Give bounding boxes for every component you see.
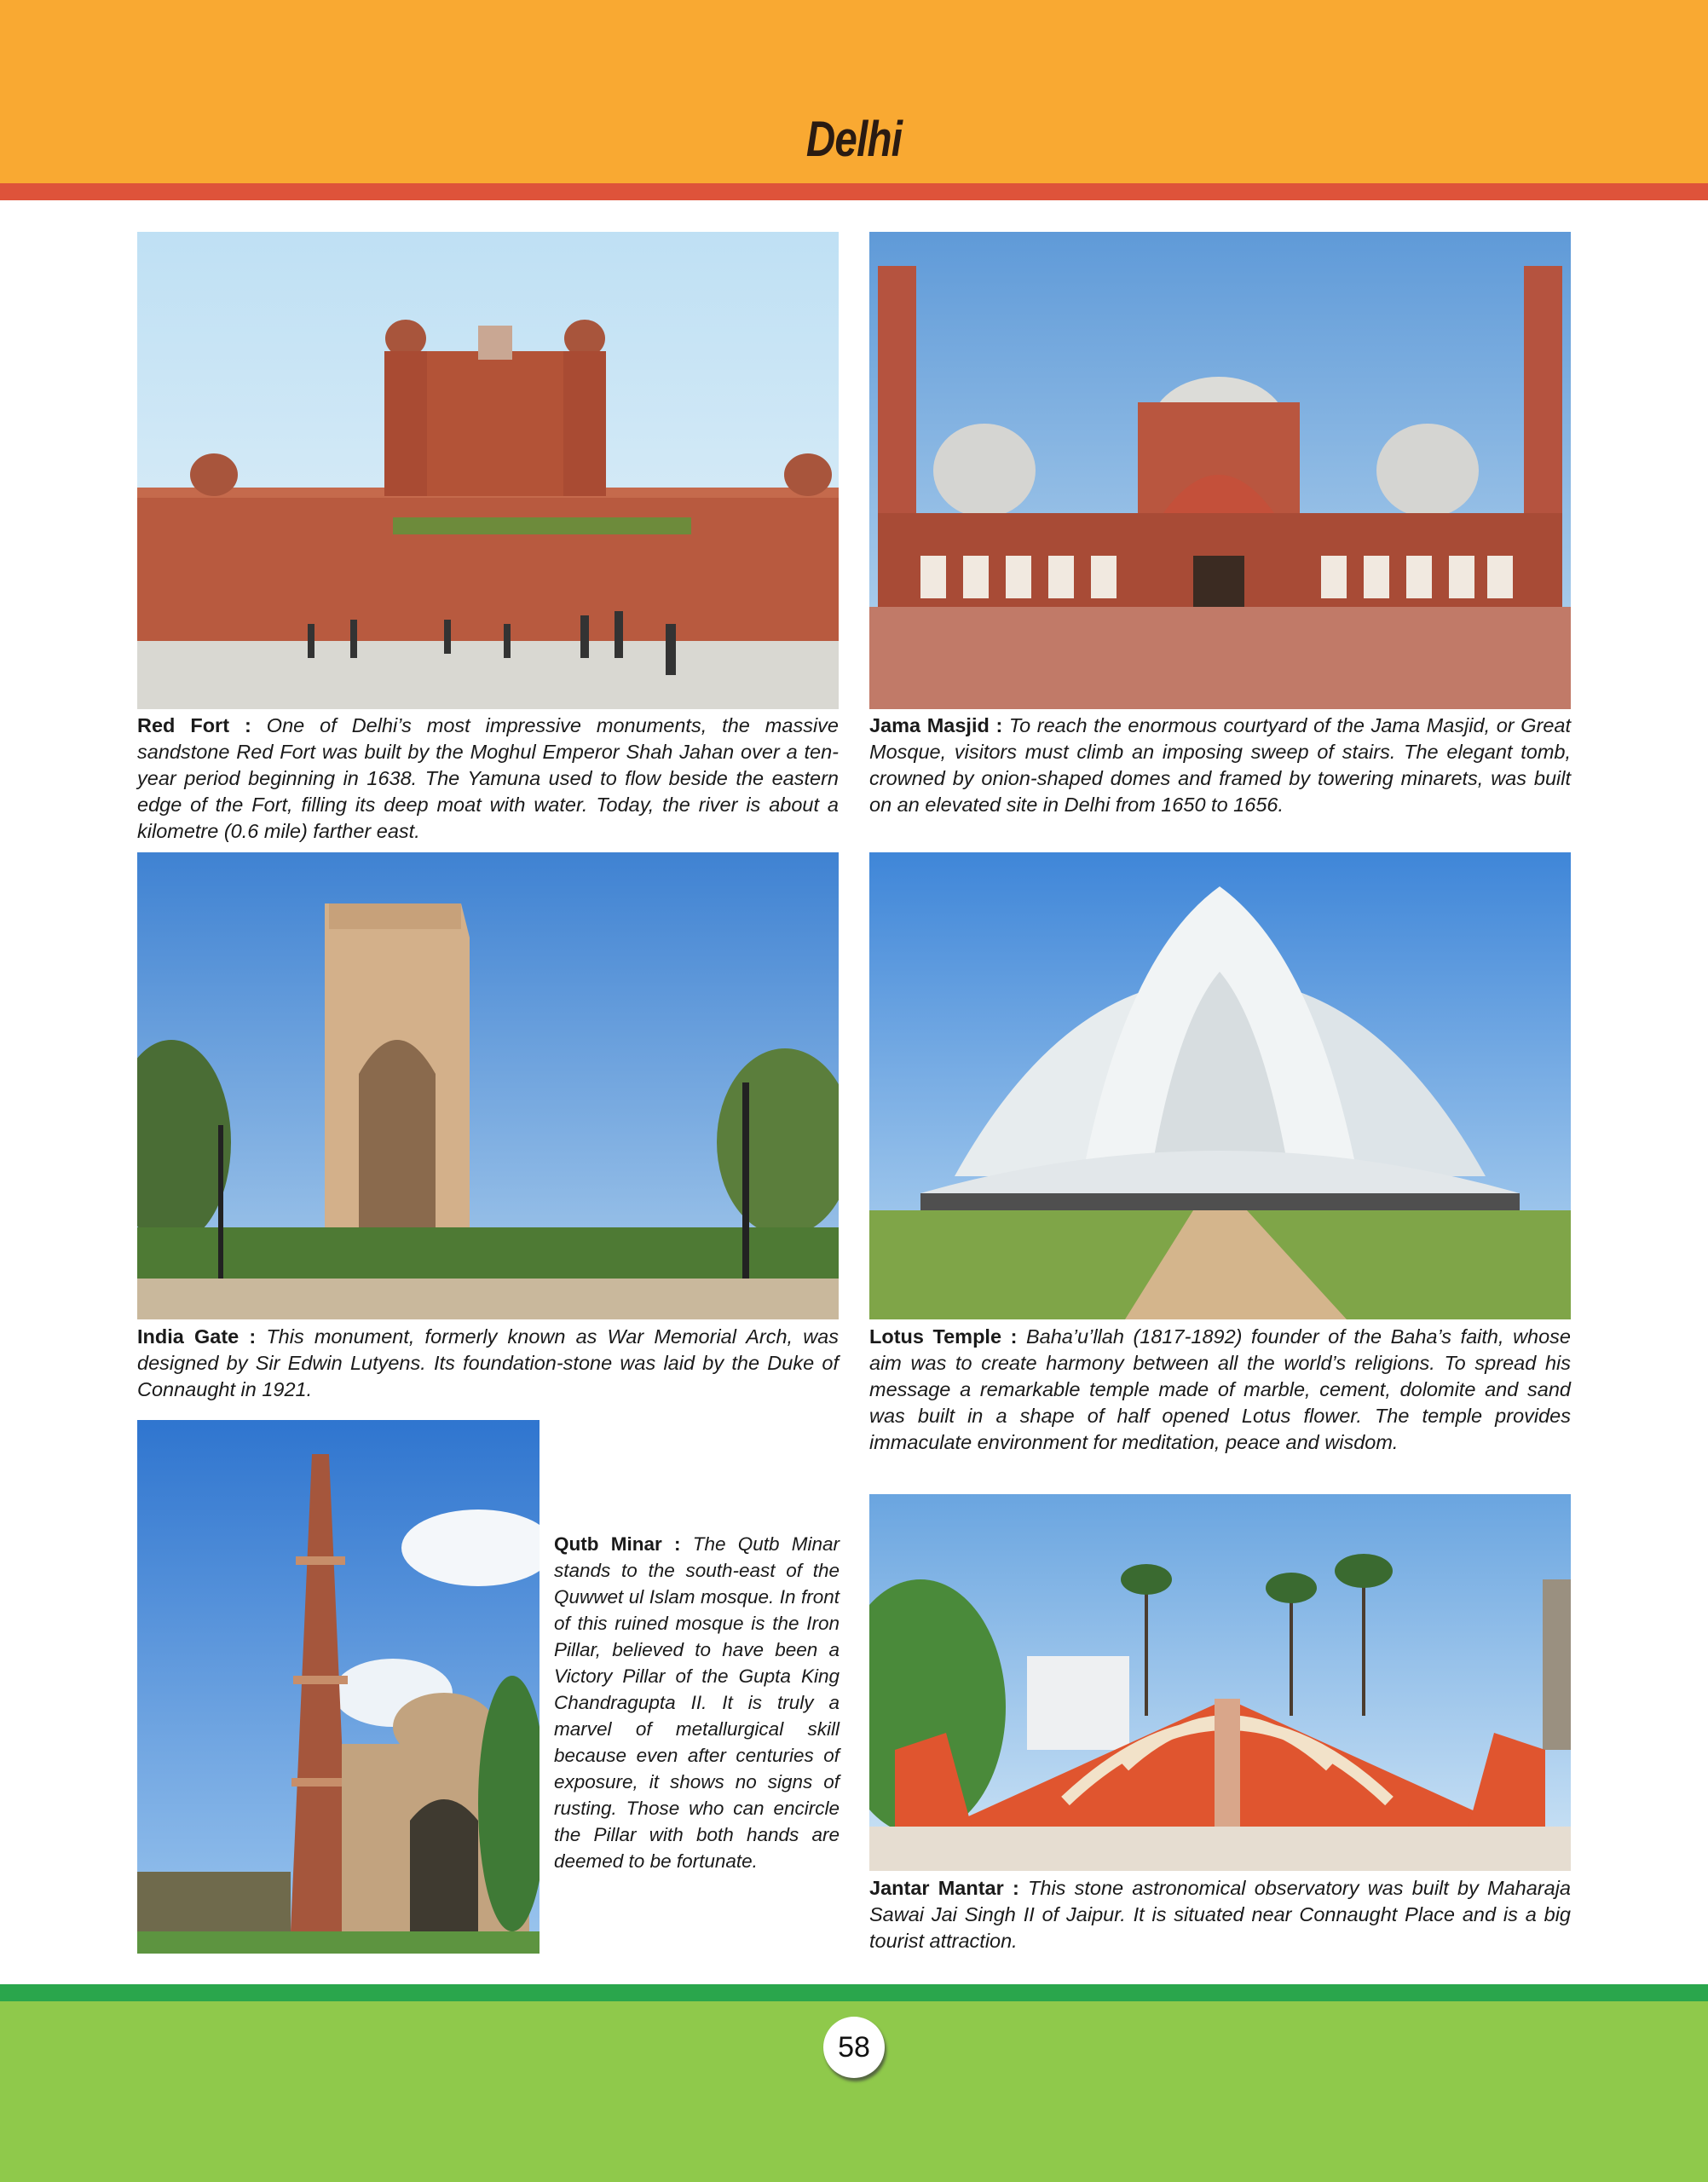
jantar-mantar-photo: [869, 1494, 1571, 1871]
caption-text: This stone astronomical observatory was built by Maharaja Sawai Jai Singh II of Jaipur. It is situated near Connaught Place and is a big tourist attraction.: [869, 1877, 1571, 1952]
jama-masjid-photo: [869, 232, 1571, 709]
page-number-badge: [823, 2017, 885, 2078]
page-number: 58: [838, 2030, 870, 2064]
lotus-temple-photo: [869, 852, 1571, 1319]
caption-title: Jantar Mantar :: [869, 1877, 1019, 1899]
caption-text: This monument, formerly known as War Memorial Arch, was designed by Sir Edwin Lutyens. Its foundation-stone was laid by the Duke of Connaught in 1921.: [137, 1325, 839, 1400]
header-stripe: [0, 183, 1708, 200]
qutb-minar-caption: [554, 1531, 840, 1874]
india-gate-caption: [137, 1324, 839, 1403]
caption-text: The Qutb Minar stands to the south-east of the Quwwet ul Islam mosque. In front of this ruined mosque is the Iron Pillar, believed to have been a Victory Pillar of the Gupta King Chandragupta II. It is truly a marvel of metallurgical skill because even after centuries of exposure, it shows no signs of rusting. Those who can encircle the Pillar with both hands are deemed to be fortunate.: [554, 1533, 840, 1872]
caption-title: Qutb Minar :: [554, 1533, 681, 1555]
page-title: Delhi: [805, 112, 903, 167]
caption-title: India Gate :: [137, 1325, 257, 1348]
caption-title: Lotus Temple :: [869, 1325, 1018, 1348]
caption-title: Jama Masjid :: [869, 714, 1003, 736]
jama-masjid-caption: [869, 713, 1571, 818]
lotus-temple-caption: [869, 1324, 1571, 1456]
qutb-minar-photo: [137, 1420, 540, 1954]
jantar-mantar-caption: [869, 1875, 1571, 1954]
caption-text: Baha’u’llah (1817-1892) founder of the Baha’s faith, whose aim was to create harmony between all the world’s religions. To spread his message a remarkable temple made of marble, cement, dolomite and sand was built in a shape of half opened Lotus flower. The temple provides immaculate environment for meditation, peace and wisdom.: [869, 1325, 1571, 1453]
caption-title: Red Fort :: [137, 714, 251, 736]
caption-text: One of Delhi’s most impressive monuments, the massive sandstone Red Fort was built by the Moghul Emperor Shah Jahan over a ten-year period beginning in 1638. The Yamuna used to flow beside the eastern edge of the Fort, filling its deep moat with water. Today, the river is about a kilometre (0.6 mile) farther east.: [137, 714, 839, 842]
red-fort-photo: [137, 232, 839, 709]
red-fort-caption: [137, 713, 839, 845]
india-gate-photo: [137, 852, 839, 1319]
caption-text: To reach the enormous courtyard of the Jama Masjid, or Great Mosque, visitors must climb an imposing sweep of stairs. The elegant tomb, crowned by onion-shaped domes and framed by towering minarets, was built on an elevated site in Delhi from 1650 to 1656.: [869, 714, 1571, 816]
footer-stripe: [0, 1984, 1708, 2001]
